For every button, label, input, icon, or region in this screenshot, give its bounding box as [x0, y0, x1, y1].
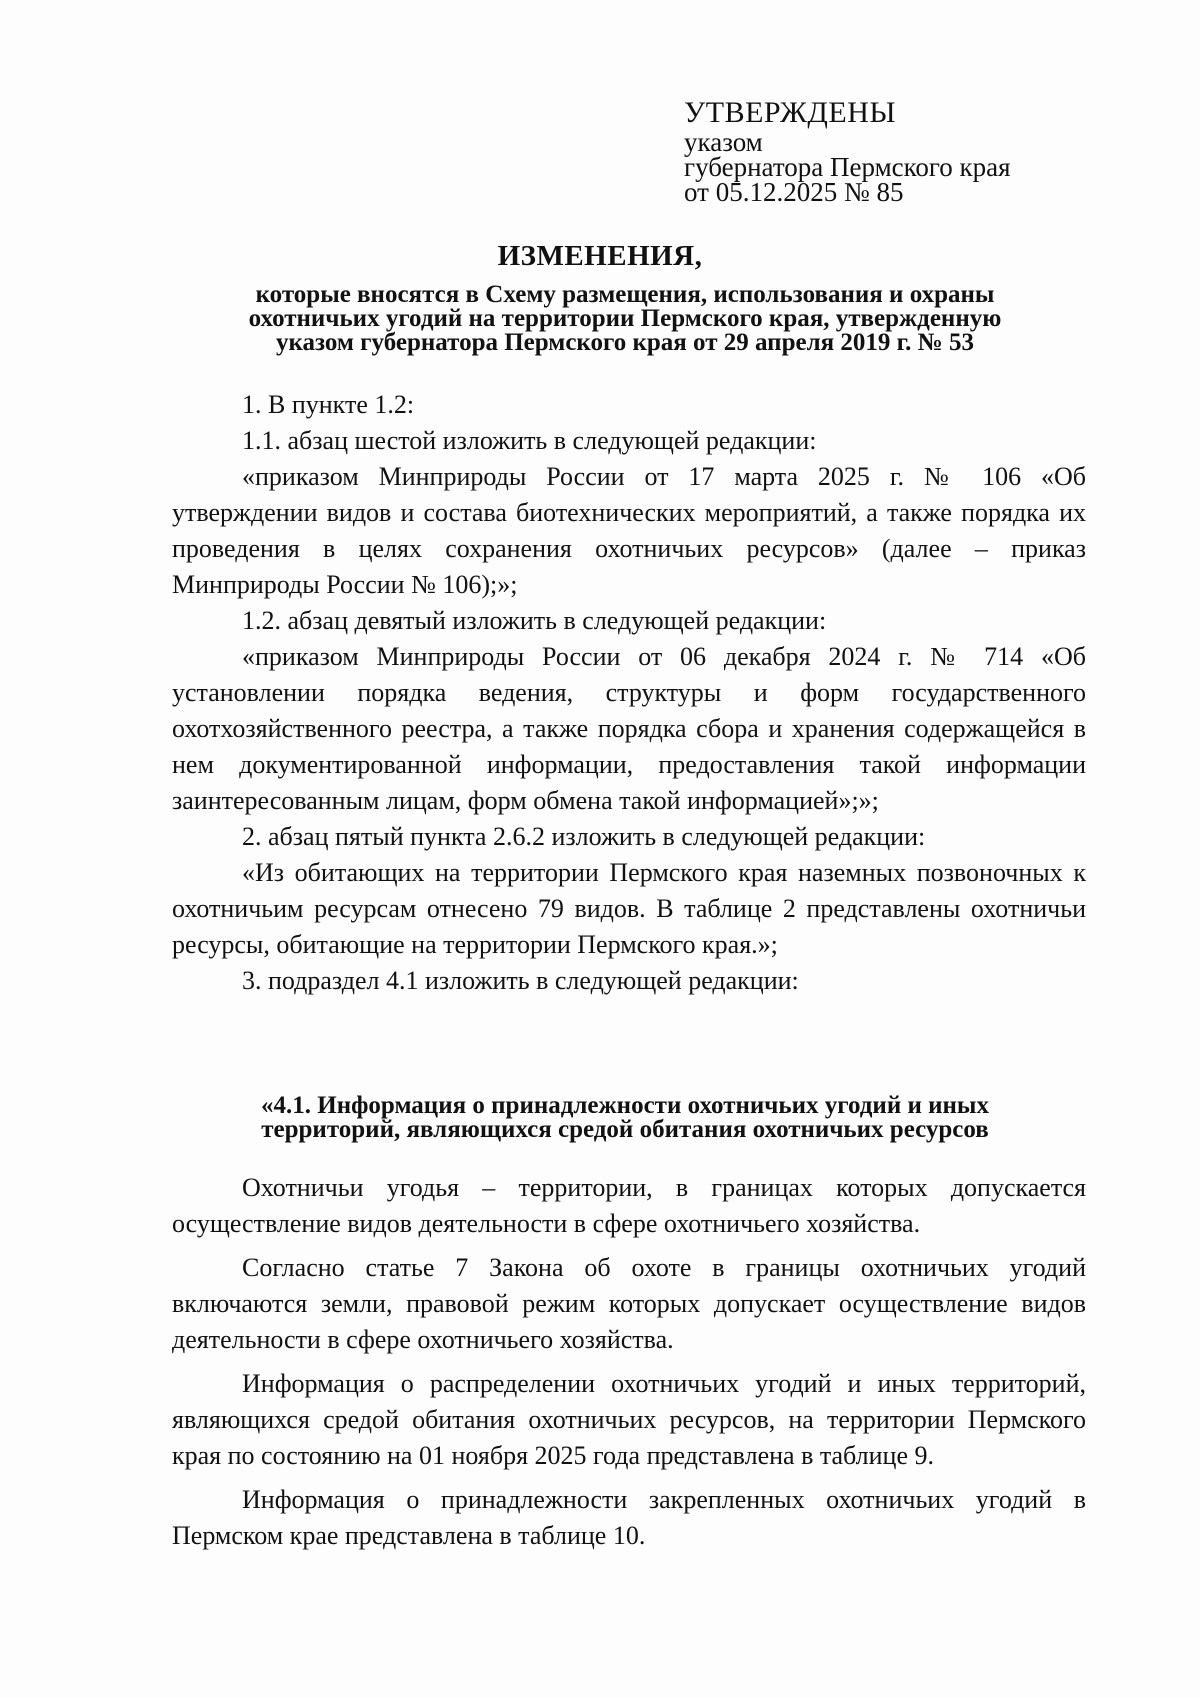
approval-heading: УТВЕРЖДЕНЫ	[684, 96, 897, 129]
body-paragraph: 2. абзац пятый пункта 2.6.2 изложить в следующей редакции:	[242, 822, 926, 851]
section-paragraph: Информация о распределении охотничьих угодий и иных территорий, являющихся средой обитания охотничьих ресурсов, на территории Пермского края по состоянию на 01 ноября 2025 года представлена в таблице 9.	[172, 1369, 1086, 1470]
section-paragraph: Согласно статье 7 Закона об охоте в границы охотничьих угодий включаются земли, правовой режим которых допускает осуществление видов деятельности в сфере охотничьего хозяйства.	[172, 1253, 1086, 1354]
approval-decree-line: указом	[684, 127, 763, 157]
section-heading-line: территорий, являющихся средой обитания охотничьих ресурсов	[261, 1116, 989, 1143]
section-heading	[160, 1094, 1090, 1142]
approval-authority-line: губернатора Пермского края	[684, 152, 1011, 182]
section-heading-line: «4.1. Информация о принадлежности охотничьих угодий и иных	[261, 1092, 989, 1119]
amendments-body	[172, 387, 1086, 999]
section-paragraph: Информация о принадлежности закрепленных охотничьих угодий в Пермском крае представлена в таблице 10.	[172, 1485, 1086, 1550]
subtitle-line: охотничьих угодий на территории Пермского края, утвержденную	[248, 305, 1002, 332]
subtitle-line: указом губернатора Пермского края от 29 апреля 2019 г. № 53	[275, 329, 975, 356]
document-title: ИЗМЕНЕНИЯ,	[497, 240, 703, 272]
section-body	[172, 1170, 1086, 1562]
body-paragraph: 1.2. абзац девятый изложить в следующей редакции:	[242, 606, 827, 635]
body-paragraph: «приказом Минприроды России от 06 декабря 2024 г. № 714 «Об установлении порядка ведения, структуры и форм государственного охотхозяйственного реестра, а также порядка сбора и хранения содержащейся в нем документированной информации, предоставления такой информации заинтересованным лицам, форм обмена такой информацией»;»;	[172, 642, 1086, 815]
body-paragraph: «Из обитающих на территории Пермского края наземных позвоночных к охотничьим ресурсам отнесено 79 видов. В таблице 2 представлены охотничьи ресурсы, обитающие на территории Пермского края.»;	[172, 858, 1086, 959]
section-paragraph: Охотничьи угодья – территории, в границах которых допускается осуществление видов деятельности в сфере охотничьего хозяйства.	[172, 1173, 1086, 1238]
body-paragraph: 1. В пункте 1.2:	[242, 390, 415, 419]
approval-date-number: от 05.12.2025 № 85	[684, 177, 904, 207]
body-paragraph: 3. подраздел 4.1 изложить в следующей редакции:	[242, 966, 799, 995]
subtitle-line: которые вносятся в Схему размещения, использования и охраны	[255, 281, 995, 308]
body-paragraph: 1.1. абзац шестой изложить в следующей редакции:	[242, 426, 817, 455]
body-paragraph: «приказом Минприроды России от 17 марта 2025 г. № 106 «Об утверждении видов и состава биотехнических мероприятий, а также порядка их проведения в целях сохранения охотничьих ресурсов» (далее – приказ Минприроды России № 106);»;	[172, 462, 1086, 599]
document-subtitle	[160, 283, 1090, 355]
approval-block	[684, 96, 1104, 205]
